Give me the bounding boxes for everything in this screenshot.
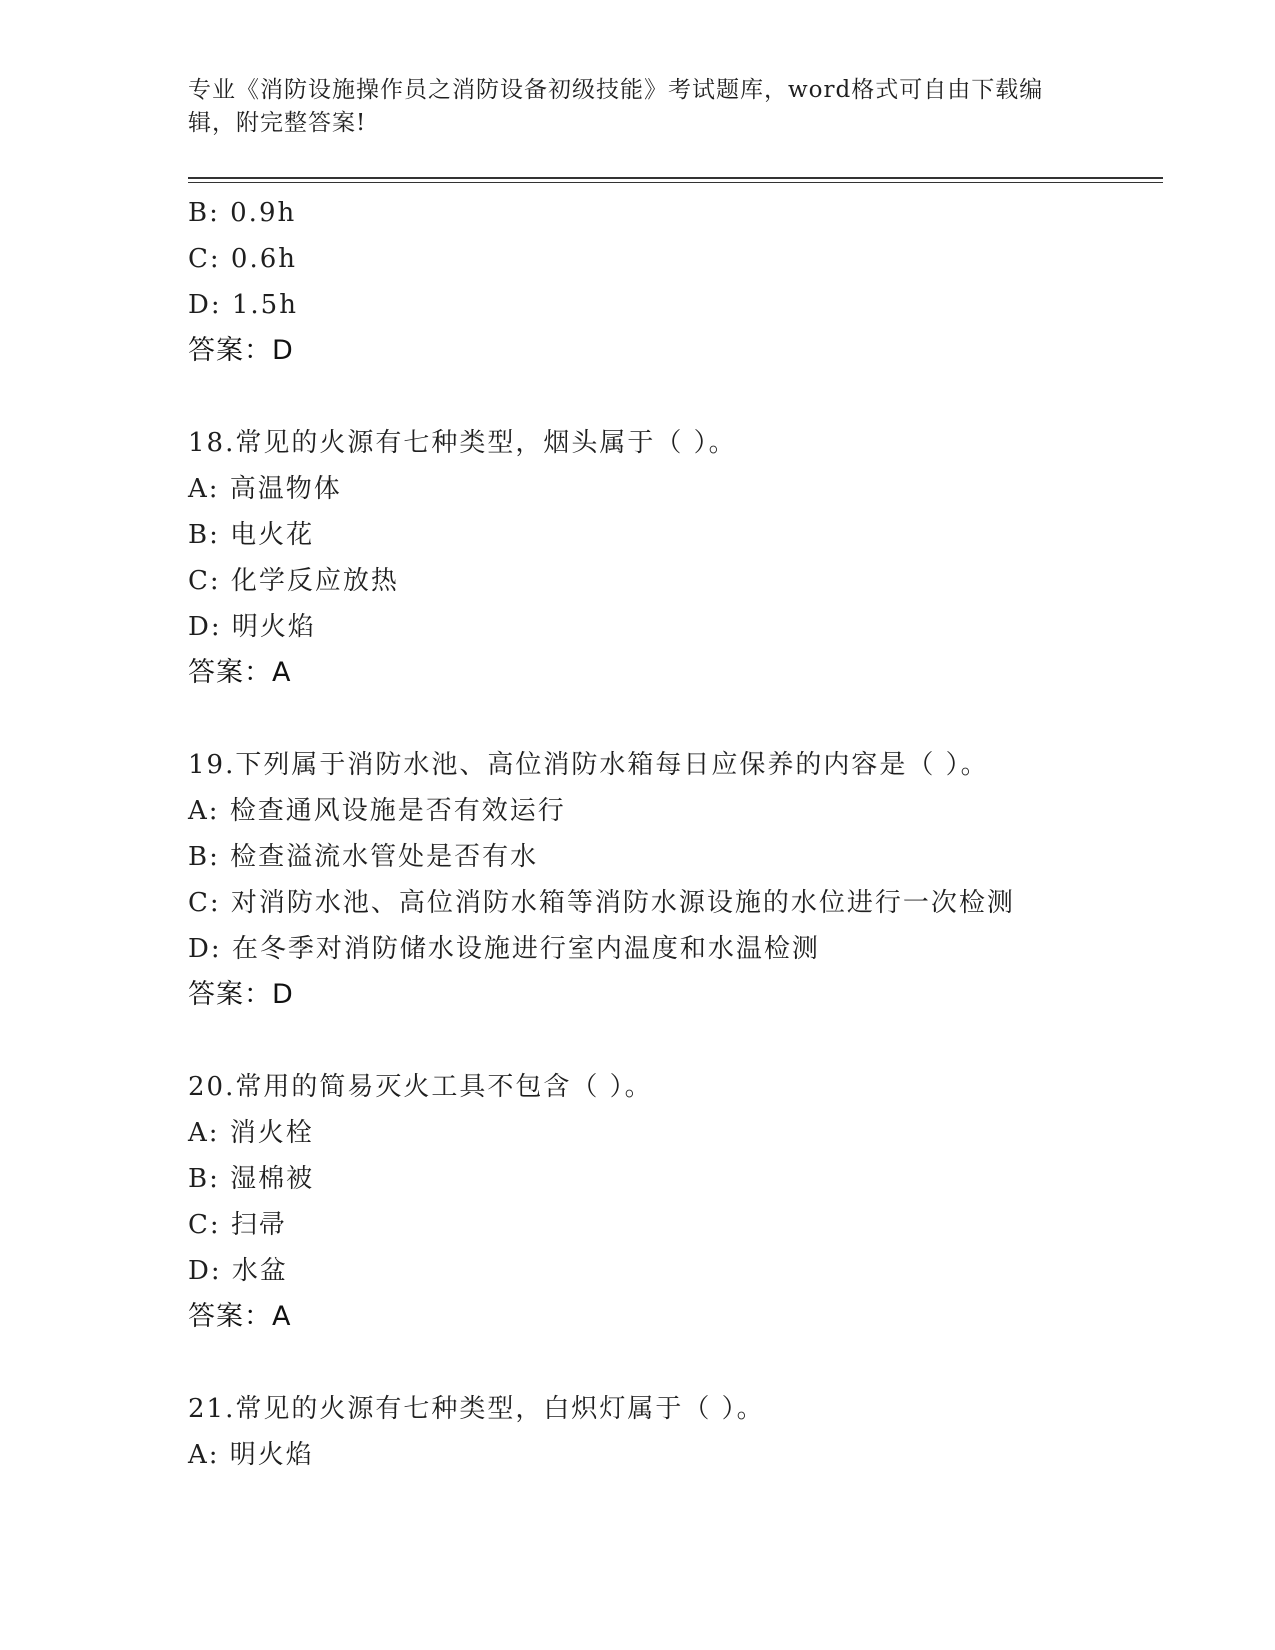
option-a: A: 检查通风设施是否有效运行 — [188, 796, 566, 826]
spacer — [188, 1340, 1168, 1386]
question-20 — [188, 1064, 1168, 1340]
option-d: D: 1.5h — [188, 290, 298, 320]
question-18 — [188, 420, 1168, 696]
page-header — [188, 74, 1068, 140]
option-a: A: 高温物体 — [188, 474, 342, 504]
question-stem: 19.下列属于消防水池、高位消防水箱每日应保养的内容是（ ）。 — [188, 750, 989, 780]
header-title-line-2: 辑，附完整答案! — [188, 110, 367, 136]
question-21 — [188, 1386, 1168, 1478]
option-c: C: 扫帚 — [188, 1210, 287, 1240]
option-d: D: 明火焰 — [188, 612, 316, 642]
answer-line: 答案：D — [188, 335, 294, 366]
option-c: C: 化学反应放热 — [188, 566, 399, 596]
option-b: B: 0.9h — [188, 198, 297, 228]
option-b: B: 检查溢流水管处是否有水 — [188, 842, 539, 872]
header-title-line-1: 专业《消防设施操作员之消防设备初级技能》考试题库，word格式可自由下载编 — [188, 77, 1044, 103]
header-divider — [188, 177, 1163, 183]
question-17-continued — [188, 190, 1168, 374]
spacer — [188, 374, 1168, 420]
question-list — [188, 190, 1168, 1478]
answer-line: 答案：D — [188, 979, 294, 1010]
question-stem: 20.常用的简易灭火工具不包含（ ）。 — [188, 1072, 653, 1102]
question-stem: 18.常见的火源有七种类型，烟头属于（ ）。 — [188, 428, 737, 458]
option-d: D: 在冬季对消防储水设施进行室内温度和水温检测 — [188, 934, 820, 964]
spacer — [188, 696, 1168, 742]
option-b: B: 湿棉被 — [188, 1164, 315, 1194]
answer-line: 答案：A — [188, 657, 292, 688]
option-b: B: 电火花 — [188, 520, 315, 550]
question-stem: 21.常见的火源有七种类型，白炽灯属于（ ）。 — [188, 1394, 765, 1424]
option-d: D: 水盆 — [188, 1256, 288, 1286]
option-a: A: 明火焰 — [188, 1440, 314, 1470]
question-19 — [188, 742, 1168, 1018]
option-c: C: 对消防水池、高位消防水箱等消防水源设施的水位进行一次检测 — [188, 888, 1015, 918]
option-c: C: 0.6h — [188, 244, 298, 274]
option-a: A: 消火栓 — [188, 1118, 314, 1148]
spacer — [188, 1018, 1168, 1064]
answer-line: 答案：A — [188, 1301, 292, 1332]
